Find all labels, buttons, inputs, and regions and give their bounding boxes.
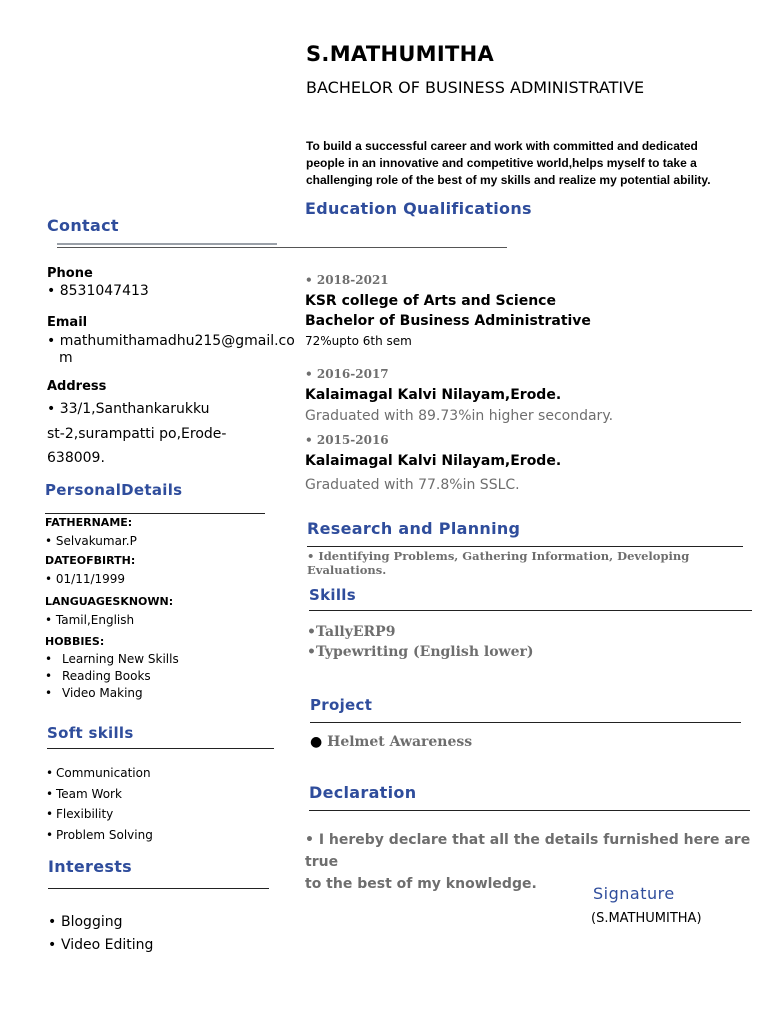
dob-label: DATEOFBIRTH: xyxy=(45,554,136,567)
address-line-1: 33/1,Santhankarukku xyxy=(59,401,210,417)
education-school: Kalaimagal Kalvi Nilayam,Erode. xyxy=(305,453,562,469)
languages-label: LANGUAGESKNOWN: xyxy=(45,595,174,608)
declaration-divider xyxy=(309,810,750,811)
candidate-name: S.MATHUMITHA xyxy=(306,42,495,66)
list-item: •Typewriting (English lower) xyxy=(307,644,534,660)
bullet-icon: • xyxy=(45,572,56,586)
signature-label: Signature xyxy=(593,884,675,903)
skills-list xyxy=(307,622,534,662)
list-item: • Blogging xyxy=(48,911,153,934)
bullet-icon: • xyxy=(45,534,56,548)
bullet-icon: • xyxy=(47,333,60,349)
skills-heading: Skills xyxy=(309,586,356,604)
hobbies-label: HOBBIES: xyxy=(45,635,105,648)
soft-skills-list xyxy=(46,763,153,845)
hobbies-list xyxy=(45,651,179,702)
declaration-line-1: I hereby declare that all the details furnished here are true xyxy=(305,832,751,870)
project-heading: Project xyxy=(310,696,373,714)
declaration-line-2: to the best of my knowledge. xyxy=(305,876,537,892)
bullet-icon: • xyxy=(305,367,317,381)
list-item: • Problem Solving xyxy=(46,825,153,846)
contact-heading: Contact xyxy=(47,216,119,235)
education-note: Graduated with 77.8%in SSLC. xyxy=(305,477,520,493)
project-divider xyxy=(310,722,741,723)
interests-divider xyxy=(48,888,269,889)
education-entry xyxy=(305,367,613,424)
phone-number: 8531047413 xyxy=(59,283,149,299)
soft-skills-divider xyxy=(47,748,274,749)
signature-name: (S.MATHUMITHA) xyxy=(591,911,702,926)
interests-list xyxy=(48,911,153,957)
research-divider xyxy=(307,546,743,547)
list-item: • Communication xyxy=(46,763,153,784)
degree-title: BACHELOR OF BUSINESS ADMINISTRATIVE xyxy=(306,78,645,97)
header-divider xyxy=(57,247,507,248)
education-years: • 2018-2021 xyxy=(305,273,389,287)
education-heading: Education Qualifications xyxy=(305,199,532,218)
phone-label: Phone xyxy=(47,266,93,281)
list-item: • Learning New Skills xyxy=(45,651,179,668)
career-objective: To build a successful career and work with committed and dedicated people in an innovative and competitive world,helps myself to take a challenging role of the best of my skills and realize my potential ability. xyxy=(306,139,711,187)
list-item: • Reading Books xyxy=(45,668,179,685)
address-line-3: 638009. xyxy=(47,450,105,466)
list-item: • Team Work xyxy=(46,784,153,805)
education-school: Kalaimagal Kalvi Nilayam,Erode. xyxy=(305,387,562,403)
date-of-birth: 01/11/1999 xyxy=(55,572,126,586)
bullet-icon: • xyxy=(307,549,319,563)
address-line-2: st-2,surampatti po,Erode- xyxy=(47,425,227,442)
bullet-icon: ● xyxy=(310,734,328,750)
education-school: KSR college of Arts and Science xyxy=(305,293,556,309)
list-item: • Flexibility xyxy=(46,804,153,825)
skills-divider xyxy=(309,610,752,611)
bullet-icon: • xyxy=(305,433,317,447)
bullet-icon: • xyxy=(45,613,56,627)
personal-details xyxy=(45,516,179,702)
email-label: Email xyxy=(47,315,88,330)
education-years: • 2015-2016 xyxy=(305,433,389,447)
bullet-icon: • xyxy=(307,644,316,660)
declaration-text xyxy=(305,829,768,895)
father-name: Selvakumar.P xyxy=(55,534,137,548)
education-note: 72%upto 6th sem xyxy=(305,334,412,348)
education-note: Graduated with 89.73%in higher secondary. xyxy=(305,408,614,424)
declaration-heading: Declaration xyxy=(309,783,417,802)
education-entry xyxy=(305,433,561,493)
bullet-icon: • xyxy=(47,283,60,299)
email-line-2: m xyxy=(59,350,73,366)
bullet-icon: • xyxy=(305,832,319,848)
education-years: • 2016-2017 xyxy=(305,367,389,381)
list-item: • Video Making xyxy=(45,685,179,702)
contact-divider xyxy=(57,243,277,245)
education-degree: Bachelor of Business Administrative xyxy=(305,313,591,329)
bullet-icon: • xyxy=(307,624,316,640)
personal-divider xyxy=(45,513,265,514)
personal-details-heading: PersonalDetails xyxy=(45,481,183,499)
bullet-icon: • xyxy=(305,273,317,287)
bullet-icon: • xyxy=(47,401,60,417)
list-item: •TallyERP9 xyxy=(307,624,396,640)
interests-heading: Interests xyxy=(48,857,132,876)
address-label: Address xyxy=(47,379,107,394)
research-text: • Identifying Problems, Gathering Information, Developing Evaluations. xyxy=(307,549,690,577)
address-value xyxy=(47,397,226,471)
soft-skills-heading: Soft skills xyxy=(47,724,134,742)
list-item: • Video Editing xyxy=(48,934,153,957)
phone-value xyxy=(47,283,149,299)
education-entry xyxy=(305,273,591,348)
languages-value: Tamil,English xyxy=(55,613,135,627)
father-label: FATHERNAME: xyxy=(45,516,133,529)
research-heading: Research and Planning xyxy=(307,519,521,538)
email-line-1: mathumithamadhu215@gmail.co xyxy=(59,333,295,349)
project-item: ● Helmet Awareness xyxy=(310,734,473,750)
email-value xyxy=(47,333,295,367)
